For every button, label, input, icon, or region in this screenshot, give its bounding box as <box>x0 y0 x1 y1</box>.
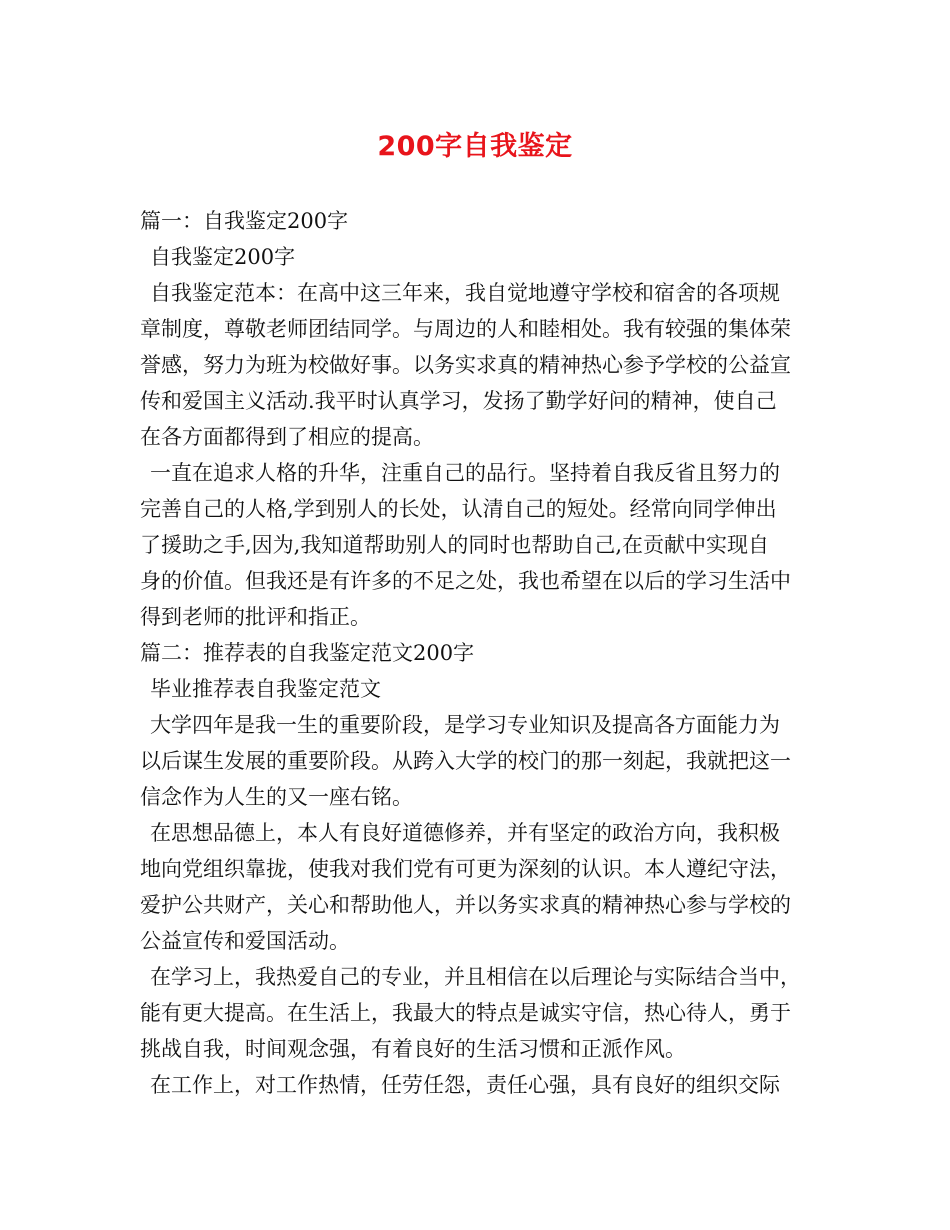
text-line: 挑战自我，时间观念强，有着良好的生活习惯和正派作风。 <box>140 1037 686 1061</box>
text-line: 传和爱国主义活动.我平时认真学习，发扬了勤学好问的精神，使自己 <box>140 389 777 413</box>
text-line: 得到老师的批评和指正。 <box>140 605 371 629</box>
text-line: 以后谋生发展的重要阶段。从跨入大学的校门的那一刻起，我就把这一 <box>140 749 791 773</box>
text-line: 篇一：自我鉴定200字 <box>140 209 349 233</box>
text-line: 誉感，努力为班为校做好事。以务实求真的精神热心参予学校的公益宣 <box>140 353 791 377</box>
text-line: 毕业推荐表自我鉴定范文 <box>150 677 381 701</box>
text-line: 篇二：推荐表的自我鉴定范文200字 <box>140 641 475 665</box>
text-line: 能有更大提高。在生活上，我最大的特点是诚实守信，热心待人，勇于 <box>140 1001 791 1025</box>
text-line: 大学四年是我一生的重要阶段，是学习专业知识及提高各方面能力为 <box>150 713 780 737</box>
text-line: 在工作上，对工作热情，任劳任怨，责任心强，具有良好的组织交际 <box>150 1073 780 1097</box>
document-title: 200字自我鉴定 <box>377 131 573 162</box>
text-line: 章制度，尊敬老师团结同学。与周边的人和睦相处。我有较强的集体荣 <box>140 317 791 341</box>
text-line: 在学习上，我热爱自己的专业，并且相信在以后理论与实际结合当中， <box>150 965 801 989</box>
text-line: 完善自己的人格,学到别人的长处，认清自己的短处。经常向同学伸出 <box>140 497 777 521</box>
text-line: 在思想品德上，本人有良好道德修养，并有坚定的政治方向，我积极 <box>150 821 780 845</box>
text-line: 自我鉴定范本：在高中这三年来，我自觉地遵守学校和宿舍的各项规 <box>150 281 780 305</box>
document-body <box>140 203 815 1103</box>
text-line: 在各方面都得到了相应的提高。 <box>140 425 434 449</box>
text-line: 自我鉴定200字 <box>150 245 296 269</box>
text-line: 地向党组织靠拢，使我对我们党有可更为深刻的认识。本人遵纪守法， <box>140 857 791 881</box>
text-line: 一直在追求人格的升华，注重自己的品行。坚持着自我反省且努力的 <box>150 461 780 485</box>
text-line: 公益宣传和爱国活动。 <box>140 929 350 953</box>
text-line: 信念作为人生的又一座右铭。 <box>140 785 413 809</box>
text-line: 身的价值。但我还是有许多的不足之处，我也希望在以后的学习生活中 <box>140 569 791 593</box>
text-line: 爱护公共财产，关心和帮助他人，并以务实求真的精神热心参与学校的 <box>140 893 791 917</box>
text-line: 了援助之手,因为,我知道帮助别人的同时也帮助自己,在贡献中实现自 <box>140 533 770 557</box>
